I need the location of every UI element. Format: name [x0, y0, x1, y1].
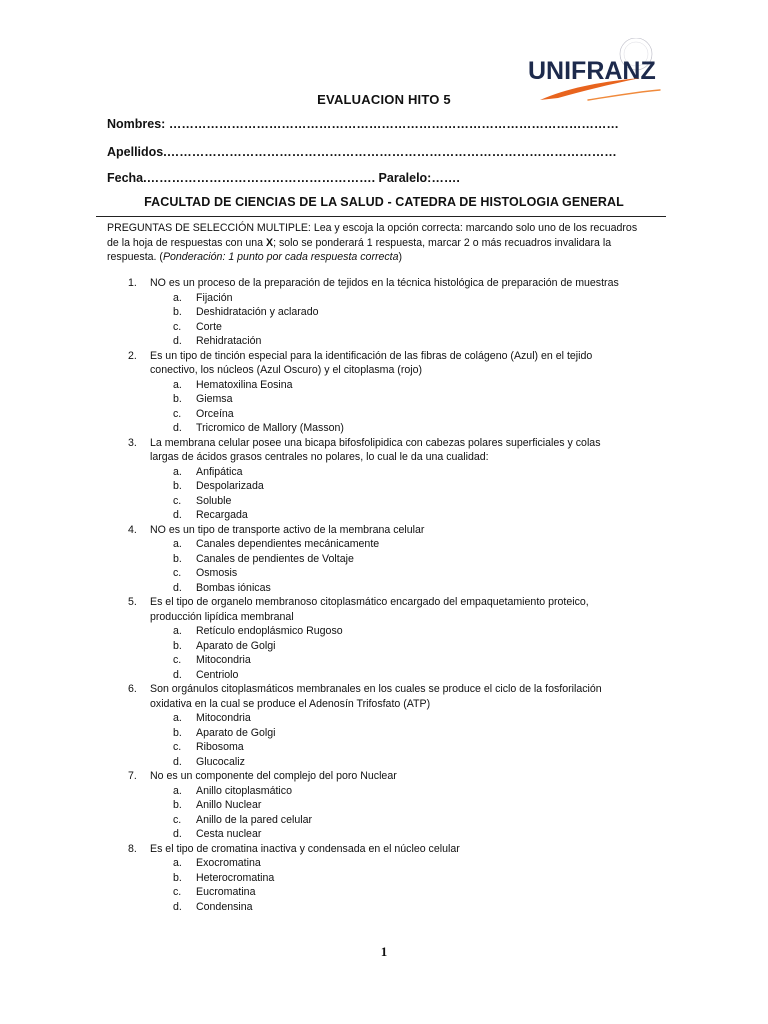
question-stem-continued	[0, 697, 768, 712]
answer-option[interactable]	[0, 508, 768, 523]
answer-option[interactable]	[0, 465, 768, 480]
answer-option[interactable]	[0, 624, 768, 639]
surnames-field[interactable]: Apellidos.………………………………………………………………………………………………	[107, 145, 617, 159]
answer-option[interactable]	[0, 421, 768, 436]
question-stem	[0, 769, 768, 784]
option-letter: d.	[173, 509, 182, 521]
option-text: Deshidratación y aclarado	[196, 306, 319, 318]
answer-option[interactable]	[0, 494, 768, 509]
answer-option[interactable]	[0, 871, 768, 886]
question-stem	[0, 842, 768, 857]
question-text: Es el tipo de organelo membranoso citoplasmático encargado del empaquetamiento proteico,	[150, 596, 589, 608]
option-text: Hematoxilina Eosina	[196, 378, 293, 391]
answer-option[interactable]	[0, 784, 768, 799]
option-text: Fijación	[196, 291, 233, 304]
answer-option[interactable]	[0, 407, 768, 422]
option-letter: a.	[173, 378, 182, 391]
option-text: Tricromico de Mallory (Masson)	[196, 422, 344, 434]
option-letter: a.	[173, 712, 182, 724]
answer-option[interactable]	[0, 798, 768, 813]
option-text: Retículo endoplásmico Rugoso	[196, 625, 343, 637]
answer-option[interactable]	[0, 291, 768, 306]
option-letter: d.	[173, 335, 182, 347]
option-text: Despolarizada	[196, 480, 264, 492]
option-text: Anillo citoplasmático	[196, 784, 292, 797]
option-letter: b.	[173, 799, 182, 811]
answer-option[interactable]	[0, 653, 768, 668]
question-number: 4.	[128, 523, 137, 536]
answer-option[interactable]	[0, 581, 768, 596]
option-text: Anfipática	[196, 465, 243, 478]
faculty-heading: FACULTAD DE CIENCIAS DE LA SALUD - CATEDRA DE HISTOLOGIA GENERAL	[144, 195, 624, 209]
option-letter: a.	[173, 784, 182, 797]
mark-symbol: X	[266, 236, 274, 249]
question-stem	[0, 436, 768, 451]
option-letter: d.	[173, 422, 182, 434]
answer-option[interactable]	[0, 378, 768, 393]
answer-option[interactable]	[0, 711, 768, 726]
answer-option[interactable]	[0, 392, 768, 407]
option-text: Cesta nuclear	[196, 828, 262, 840]
option-letter: d.	[173, 755, 182, 768]
date-group-field[interactable]: Fecha.………………………………………………. Paralelo:…….	[107, 171, 460, 185]
question-number: 6.	[128, 683, 137, 695]
names-field[interactable]: Nombres: ………………………………………………………………………………………………	[107, 117, 619, 131]
option-text: Giemsa	[196, 393, 233, 405]
answer-option[interactable]	[0, 827, 768, 842]
option-letter: d.	[173, 581, 182, 594]
question-number: 5.	[128, 596, 137, 608]
question-text: Es un tipo de tinción especial para la identificación de las fibras de colágeno (Azul) en el tejido	[150, 349, 593, 362]
option-letter: a.	[173, 291, 182, 304]
option-letter: c.	[173, 407, 182, 420]
question-stem	[0, 523, 768, 538]
option-letter: d.	[173, 668, 182, 681]
question-text: No es un componente del complejo del poro Nuclear	[150, 770, 397, 782]
question-number: 7.	[128, 770, 137, 782]
question-text: NO es un proceso de la preparación de tejidos en la técnica histológica de preparación de muestras	[150, 277, 619, 289]
option-text: Condensina	[196, 900, 253, 913]
answer-option[interactable]	[0, 334, 768, 349]
answer-option[interactable]	[0, 479, 768, 494]
answer-option[interactable]	[0, 639, 768, 654]
answer-option[interactable]	[0, 566, 768, 581]
exam-title: EVALUACION HITO 5	[317, 92, 451, 107]
option-letter: a.	[173, 857, 182, 869]
question-number: 3.	[128, 436, 137, 449]
answer-option[interactable]	[0, 668, 768, 683]
weighting-note: Ponderación: 1 punto por cada respuesta correcta	[162, 251, 399, 263]
question-text: largas de ácidos grasos centrales no polares, lo cual le da una cualidad:	[150, 451, 489, 463]
option-letter: b.	[173, 393, 182, 405]
option-letter: b.	[173, 480, 182, 492]
question-stem	[0, 682, 768, 697]
question-text: Son orgánulos citoplasmáticos membranales en los cuales se produce el ciclo de la fosforilación	[150, 683, 602, 695]
option-letter: d.	[173, 828, 182, 840]
option-letter: b.	[173, 871, 182, 884]
question-stem	[0, 276, 768, 291]
option-text: Orceína	[196, 407, 234, 420]
question-number: 1.	[128, 277, 137, 289]
option-letter: c.	[173, 567, 182, 579]
question-stem-continued	[0, 610, 768, 625]
question-text: producción lipídica membranal	[150, 610, 294, 623]
page-number: 1	[380, 944, 388, 959]
option-text: Ribosoma	[196, 741, 244, 753]
option-text: Aparato de Golgi	[196, 639, 276, 652]
option-letter: c.	[173, 886, 182, 898]
answer-option[interactable]	[0, 305, 768, 320]
option-text: Canales dependientes mecánicamente	[196, 538, 380, 550]
question-number: 8.	[128, 842, 137, 855]
option-text: Mitocondria	[196, 654, 251, 666]
option-letter: b.	[173, 552, 182, 565]
option-text: Corte	[196, 320, 222, 333]
option-letter: c.	[173, 494, 182, 507]
question-list	[0, 276, 768, 914]
option-letter: c.	[173, 741, 182, 753]
option-text: Centriolo	[196, 668, 239, 681]
option-text: Recargada	[196, 509, 248, 521]
question-text: NO es un tipo de transporte activo de la membrana celular	[150, 523, 425, 536]
option-letter: a.	[173, 538, 182, 550]
option-letter: a.	[173, 465, 182, 478]
question-number: 2.	[128, 349, 137, 362]
instructions: PREGUNTAS DE SELECCIÓN MULTIPLE: Lea y escoja la opción correcta: marcando solo uno de los recuadros de la hoja de respuestas con una X; solo se ponderará 1 respuesta, marcar 2 o más recuadros invalidara la respuesta. (Ponderación: 1 punto por cada respuesta correcta)	[107, 222, 638, 263]
question-text: La membrana celular posee una bicapa bifosfolipidica con cabezas polares superficiales y colas	[150, 436, 601, 449]
option-text: Canales de pendientes de Voltaje	[196, 552, 354, 565]
option-letter: c.	[173, 813, 182, 826]
answer-option[interactable]	[0, 726, 768, 741]
option-text: Glucocaliz	[196, 755, 245, 768]
option-letter: d.	[173, 900, 182, 913]
answer-option[interactable]	[0, 856, 768, 871]
answer-option[interactable]	[0, 320, 768, 335]
question-stem-continued	[0, 363, 768, 378]
header-divider	[96, 216, 666, 217]
option-text: Mitocondria	[196, 712, 251, 724]
option-text: Osmosis	[196, 567, 238, 579]
answer-option[interactable]	[0, 813, 768, 828]
option-text: Heterocromatina	[196, 871, 275, 884]
option-text: Anillo Nuclear	[196, 799, 262, 811]
answer-option[interactable]	[0, 552, 768, 567]
option-letter: b.	[173, 639, 182, 652]
option-letter: a.	[173, 625, 182, 637]
answer-option[interactable]	[0, 885, 768, 900]
option-text: Eucromatina	[196, 886, 256, 898]
answer-option[interactable]	[0, 755, 768, 770]
question-stem	[0, 595, 768, 610]
question-text: conectivo, los núcleos (Azul Oscuro) y el citoplasma (rojo)	[150, 364, 423, 376]
option-text: Bombas iónicas	[196, 581, 271, 594]
question-stem	[0, 349, 768, 364]
answer-option[interactable]	[0, 740, 768, 755]
option-text: Soluble	[196, 494, 232, 507]
answer-option[interactable]	[0, 537, 768, 552]
option-text: Aparato de Golgi	[196, 726, 276, 739]
logo-wordmark: UNIFRANZ	[528, 57, 656, 85]
option-letter: c.	[173, 654, 182, 666]
option-text: Rehidratación	[196, 335, 262, 347]
option-text: Exocromatina	[196, 857, 261, 869]
question-text: Es el tipo de cromatina inactiva y condensada en el núcleo celular	[150, 842, 460, 855]
option-text: Anillo de la pared celular	[196, 813, 313, 826]
option-letter: b.	[173, 726, 182, 739]
question-stem-continued	[0, 450, 768, 465]
answer-option[interactable]	[0, 900, 768, 915]
question-text: oxidativa en la cual se produce el Adenosín Trifosfato (ATP)	[150, 697, 431, 710]
option-letter: c.	[173, 320, 182, 333]
option-letter: b.	[173, 306, 182, 318]
